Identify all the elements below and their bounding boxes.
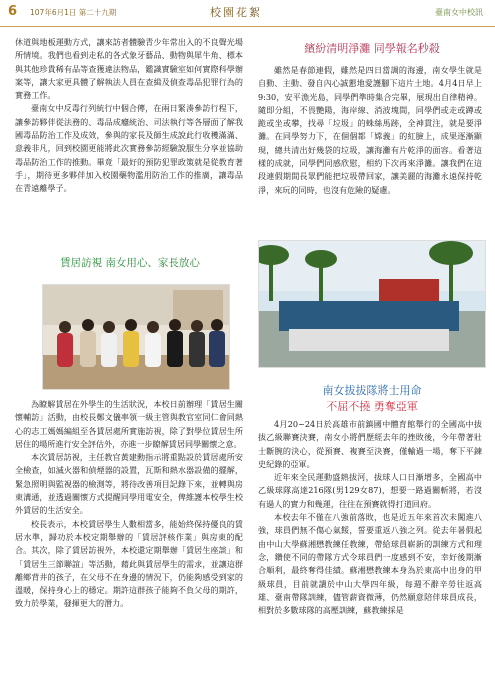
paragraph: 4月20~24日於高雄市前鎮國中體育館舉行的全國高中拔拔乙級聯賽決賽，南女小將們歷經去年的挫敗後，今年帶著壯士斷腕的決心，從預賽、複賽至決賽，僅輸過一場，奪下平鍊史紀錄的亞軍。 xyxy=(258,419,482,469)
visit-photo xyxy=(42,284,230,390)
visit-article xyxy=(15,398,243,611)
paragraph: 近年來全民運動盛熱拔河，拔球人口日漸增多，全國高中乙級球隊高達216隊(男129女87)，想要一路過關斬將，若沒有過人的實力和幾運，往往在預賽就得打道回府。 xyxy=(258,472,482,509)
paragraph: 為瞭解賃居在外學生的生活狀況，本校日前辦理「賃居生關懷輔訪」活動，由校長鄭文儀率領一級主管與教官室同仁會同熱心的志工媽媽編組至各賃居處所實施訪視，除了對學位賃居生所居住的場所進行安全評估外，亦進一步瞭解賃居同學關懷之意。 xyxy=(15,399,243,449)
paragraph: 本次賃居訪視，主任教官黃建勳指示將重點設於賃居處所安全檢查，如滅火器和偵煙器的設置，瓦斯和熱水器設備的擺解，緊急照明與監視器的檢測等，將待改善項目記錄下來，並轉與房東溝通，並透過關懷方式提醒同學用電安全，俾維護本校學生校外賃居的生活安全。 xyxy=(15,452,243,516)
home-visit-group-photo-icon xyxy=(43,285,229,389)
page-header xyxy=(0,0,495,27)
newspaper-title: 校園花絮 xyxy=(210,6,262,19)
school-name: 臺南女中校訊 xyxy=(435,8,483,17)
paragraph: 校長表示，本校賃居學生人數相當多，能始終保持優良的賃居水準，歸功於本校定期舉辦的「賃居評核作業」與房東的配合。其次，除了賃居訪視外，本校還定期舉辦「賃居生座談」和「賃居生三節聯誼」等活動，藉此與賃居學生的需求，並讓這群離鄉背井的孩子，在父母不在身邊的情況下，仍能夠感受到家的溫暖，保持身心上的穩定。期許這群孩子能夠不負父母的期許，致力於學業，發揮更大的潛力。 xyxy=(15,518,243,609)
beach-cleanup-group-photo-icon xyxy=(259,241,485,367)
beach-photo xyxy=(258,240,486,368)
tug-headline-2: 不屈不撓 勇奪亞軍 xyxy=(326,400,418,413)
page-number: 6 xyxy=(8,4,18,19)
paragraph: 本校去年不僅在八強前落敗，也是近五年來首次未闖進八強，球員們無不傷心氣餒，誓要重返八強之列。從去年暑假起由中山大學蘇湘懋教練任教練，帶給球員嶄新的訓練方式和理念，鑽使不同的帶隊方式令球員們一度感到不安，幸好後期漸合順利，最終奪得佳績。蘇湘懋教練本身為於東高中出身的甲級球員，目前就讀於中山大學四年級，每週不辭辛勞往返高雄、臺南帶隊訓練，儘管薪資微薄，仍然願意陪伴球員成長，相對於多數球隊的高壓訓練，蘇教練採是 xyxy=(258,512,482,616)
paragraph: 休道與地板運動方式，讓來訪者體驗青少年常出入的不良聲光場所情境。我們也看到走私的各式象牙藝品、動物與犀牛角、標本與其他珍貴稀有品等查獲違法物品，鑑識實驗室如何實際科學辦案等，讓大家更具體了解執法人員在查緝及偵查毒品犯罪行為的實務工作。 xyxy=(15,37,243,101)
paragraph: 臺南女中反毒行列統行中個合傳，在兩日緊湊參訪行程下，讓參訪夥伴從法務的、毒品成癮統治、司法執行等各層面了解我國毒品防治工作及成效，參與的家長及師生成說此行收穫滿滿、意義非凡，回到校園更能將此次實務參訪經驗說服生分享並協助毒品防治工作的推動。畢竟「最好的預防犯罪政策就是從教育著手」，期待更多夥伴加入校園藥物濫用防治工作的推廣，讓毒品在青遠離學子。 xyxy=(15,103,243,194)
issue-date: 107年6月1日 第二十九期 xyxy=(30,8,117,17)
paragraph: 雖然是春節連假，雖然是四日當調的海邊，南女學生就是自動、主動、發自內心誠懇地愛護腳下這片土地。4月4日早上9:30，安平漁光島，同學們準時集合完畢，展現出自律精神。隨即分組，不畏艷陽，海岸線、消波塊間，同學們或走或蹲或跪或坐或攀，找尋「垃圾」的蛛絲馬跡，全神貫注，就是要淨灘。在同學努力下，在個個都「嫦義」的紅臉上，成果逐漸顯現，總共清出好幾袋的垃圾，讓海灘有片乾淨的面容。看著這樣的成就，同學們同感欣慰，相約下次再來淨灘。讓我們在這段連假期間長眾們能把垃圾帶回家，讓美麗的海灘永遠保持乾淨，來玩的同時，也沒有危險的疑慮。 xyxy=(258,65,482,195)
left-top-article xyxy=(15,36,243,196)
tug-article xyxy=(258,418,482,617)
tug-headline-1: 南女拔拔隊將士用命 xyxy=(322,384,422,397)
beach-headline: 繽紛清明淨灘 同學報名秒殺 xyxy=(304,42,440,55)
beach-article xyxy=(258,64,482,197)
visit-headline: 賃居訪視 南女用心、家長放心 xyxy=(60,257,200,269)
